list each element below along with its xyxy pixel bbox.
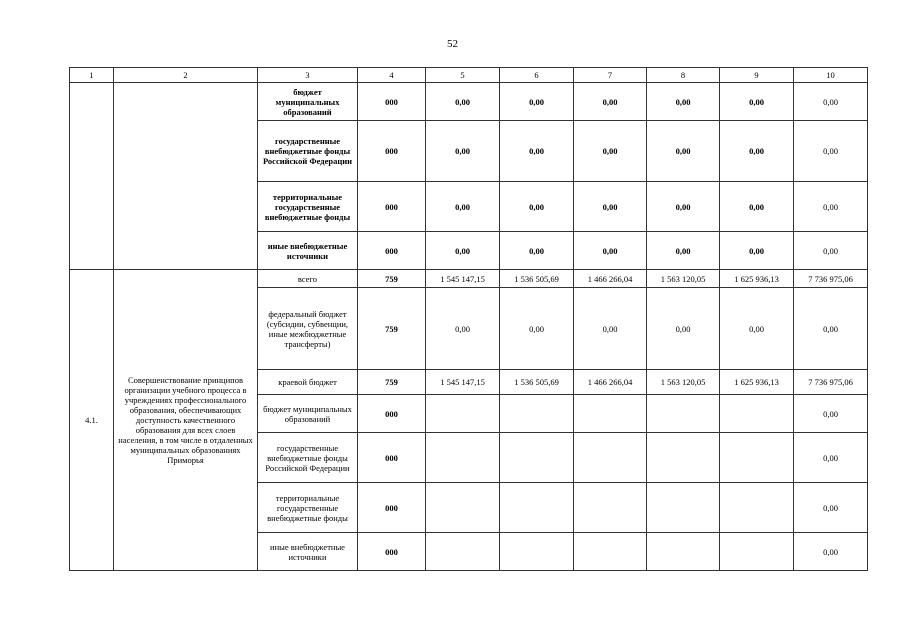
value-cell: 0,00 <box>794 83 868 121</box>
value-cell: 7 736 975,06 <box>794 270 868 288</box>
header-row <box>70 68 868 83</box>
value-cell: 0,00 <box>794 483 868 533</box>
header-cell: 1 <box>70 68 114 83</box>
code-cell: 000 <box>358 395 426 433</box>
value-cell: 0,00 <box>720 288 794 370</box>
code-cell: 759 <box>358 288 426 370</box>
empty-index-cell <box>70 83 114 270</box>
source-cell: территориальные государственные внебюджетные фонды <box>258 182 358 232</box>
table-row <box>70 270 868 288</box>
header-cell: 3 <box>258 68 358 83</box>
header-cell: 5 <box>426 68 500 83</box>
value-cell: 1 563 120,05 <box>647 370 720 395</box>
value-cell: 0,00 <box>794 433 868 483</box>
value-cell: 0,00 <box>500 83 574 121</box>
value-cell: 0,00 <box>720 83 794 121</box>
table-row <box>70 83 868 121</box>
value-cell: 1 563 120,05 <box>647 270 720 288</box>
value-cell <box>647 433 720 483</box>
source-cell: государственные внебюджетные фонды Российской Федерации <box>258 433 358 483</box>
value-cell: 0,00 <box>500 182 574 232</box>
value-cell <box>574 483 647 533</box>
value-cell: 1 625 936,13 <box>720 370 794 395</box>
code-cell: 000 <box>358 433 426 483</box>
budget-table <box>69 67 868 571</box>
value-cell <box>574 395 647 433</box>
source-cell: иные внебюджетные источники <box>258 232 358 270</box>
value-cell: 0,00 <box>794 121 868 182</box>
value-cell: 0,00 <box>426 232 500 270</box>
value-cell <box>720 395 794 433</box>
value-cell <box>647 483 720 533</box>
value-cell: 0,00 <box>426 121 500 182</box>
code-cell: 000 <box>358 121 426 182</box>
source-cell: краевой бюджет <box>258 370 358 395</box>
value-cell: 0,00 <box>500 232 574 270</box>
header-cell: 4 <box>358 68 426 83</box>
value-cell: 7 736 975,06 <box>794 370 868 395</box>
header-cell: 9 <box>720 68 794 83</box>
source-cell: государственные внебюджетные фонды Российской Федерации <box>258 121 358 182</box>
value-cell: 1 466 266,04 <box>574 370 647 395</box>
code-cell: 000 <box>358 483 426 533</box>
value-cell: 0,00 <box>794 288 868 370</box>
value-cell: 0,00 <box>574 288 647 370</box>
header-cell: 7 <box>574 68 647 83</box>
value-cell: 0,00 <box>794 182 868 232</box>
value-cell <box>426 483 500 533</box>
value-cell: 0,00 <box>426 288 500 370</box>
header-cell: 2 <box>114 68 258 83</box>
source-cell: территориальные государственные внебюджетные фонды <box>258 483 358 533</box>
value-cell: 0,00 <box>574 83 647 121</box>
value-cell <box>426 533 500 571</box>
value-cell <box>720 483 794 533</box>
value-cell: 0,00 <box>794 395 868 433</box>
source-cell: бюджет муниципальных образований <box>258 395 358 433</box>
header-cell: 8 <box>647 68 720 83</box>
section-index: 4.1. <box>70 270 114 571</box>
value-cell: 0,00 <box>794 533 868 571</box>
value-cell <box>574 533 647 571</box>
value-cell <box>647 395 720 433</box>
value-cell: 0,00 <box>500 288 574 370</box>
value-cell: 0,00 <box>500 121 574 182</box>
value-cell: 1 545 147,15 <box>426 370 500 395</box>
value-cell <box>720 433 794 483</box>
value-cell: 0,00 <box>647 121 720 182</box>
code-cell: 759 <box>358 270 426 288</box>
value-cell <box>426 395 500 433</box>
value-cell: 0,00 <box>426 83 500 121</box>
value-cell <box>720 533 794 571</box>
value-cell: 0,00 <box>574 232 647 270</box>
header-cell: 10 <box>794 68 868 83</box>
value-cell <box>647 533 720 571</box>
value-cell: 0,00 <box>720 121 794 182</box>
code-cell: 000 <box>358 232 426 270</box>
value-cell: 0,00 <box>720 182 794 232</box>
code-cell: 000 <box>358 533 426 571</box>
value-cell: 0,00 <box>647 83 720 121</box>
value-cell <box>574 433 647 483</box>
value-cell: 1 536 505,69 <box>500 370 574 395</box>
code-cell: 000 <box>358 182 426 232</box>
value-cell <box>500 483 574 533</box>
code-cell: 759 <box>358 370 426 395</box>
value-cell: 0,00 <box>574 182 647 232</box>
value-cell <box>500 433 574 483</box>
code-cell: 000 <box>358 83 426 121</box>
section-title: Совершенствование принципов организации учебного процесса в учреждениях профессионального образования, обеспечивающих доступность качественного образования для всех слоев населения, в том числе в отдаленных муниципальных образованиях Приморья <box>114 270 258 571</box>
value-cell: 0,00 <box>647 232 720 270</box>
value-cell: 0,00 <box>426 182 500 232</box>
value-cell: 1 625 936,13 <box>720 270 794 288</box>
source-cell: федеральный бюджет (субсидии, субвенции, иные межбюджетные трансферты) <box>258 288 358 370</box>
empty-title-cell <box>114 83 258 270</box>
value-cell: 1 466 266,04 <box>574 270 647 288</box>
header-cell: 6 <box>500 68 574 83</box>
value-cell: 0,00 <box>794 232 868 270</box>
value-cell <box>426 433 500 483</box>
value-cell: 0,00 <box>574 121 647 182</box>
page-number: 52 <box>447 38 458 50</box>
source-cell: всего <box>258 270 358 288</box>
value-cell: 1 536 505,69 <box>500 270 574 288</box>
value-cell: 0,00 <box>647 182 720 232</box>
value-cell: 0,00 <box>720 232 794 270</box>
value-cell <box>500 533 574 571</box>
value-cell <box>500 395 574 433</box>
value-cell: 0,00 <box>647 288 720 370</box>
source-cell: бюджет муниципальных образований <box>258 83 358 121</box>
source-cell: иные внебюджетные источники <box>258 533 358 571</box>
value-cell: 1 545 147,15 <box>426 270 500 288</box>
